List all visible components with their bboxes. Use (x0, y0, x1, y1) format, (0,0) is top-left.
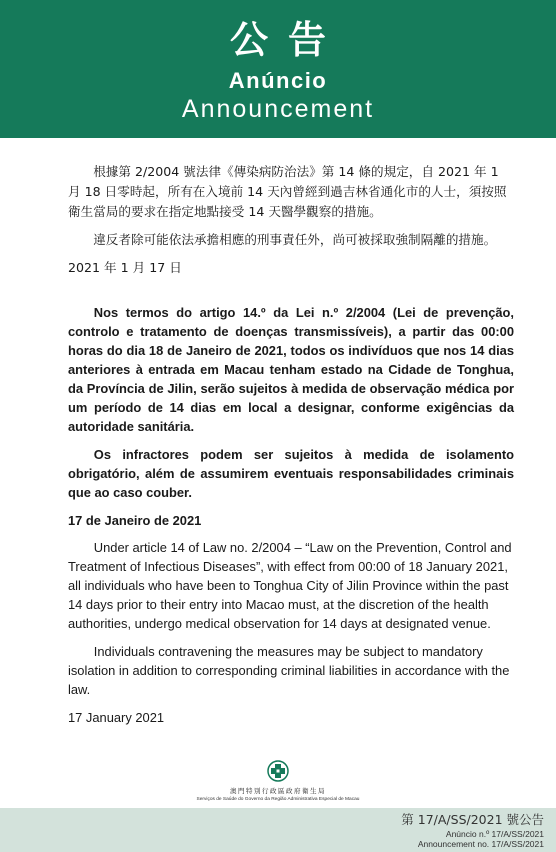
footer-bar (0, 808, 556, 852)
chinese-paragraph-1: 根據第 2/2004 號法律《傳染病防治法》第 14 條的規定，自 2021 年 1 月 18 日零時起，所有在入境前 14 天內曾經到過吉林省通化市的人士，須按照衛生當局的要求在指定地點接受 14 天醫學觀察的措施。 (68, 164, 507, 219)
reference-english: Announcement no. 17/A/SS/2021 (417, 839, 544, 849)
title-english: Announcement (181, 95, 375, 123)
reference-chinese: 第 17/A/SS/2021 號公告 (401, 812, 544, 827)
chinese-paragraph-2: 違反者除可能依法承擔相應的刑事責任外，尚可被採取強制隔離的措施。 (93, 232, 497, 247)
english-date: 17 January 2021 (68, 710, 165, 725)
title-portuguese: Anúncio (228, 68, 328, 93)
portuguese-paragraph-2: Os infractores podem ser sujeitos à medida de isolamento obrigatório, além de assumirem eventuais responsabilidades criminais que ao caso couber. (68, 447, 514, 500)
health-bureau-logo (0, 760, 556, 800)
english-paragraph-1: Under article 14 of Law no. 2/2004 – “Law on the Prevention, Control and Treatment of Infectious Diseases”, with effect from 00:00 of 18 January 2021, all individuals who have been to Tonghua City of Jilin Province within the past 14 days prior to their entry into Macao must, at the discretion of the health authorities, undergo medical observation for 14 days at designated venue. (68, 540, 512, 631)
chinese-section (68, 162, 514, 286)
organization-name-chinese: 澳門特別行政區政府衛生局 (230, 787, 326, 795)
portuguese-section (68, 303, 514, 539)
reference-portuguese: Anúncio n.º 17/A/SS/2021 (445, 829, 544, 839)
chinese-date: 2021 年 1 月 17 日 (68, 260, 182, 275)
portuguese-date: 17 de Janeiro de 2021 (68, 513, 202, 528)
announcement-header (0, 0, 556, 138)
english-section (68, 538, 514, 736)
title-chinese: 公告 (229, 18, 346, 62)
health-bureau-cross-icon (267, 760, 289, 782)
portuguese-paragraph-1: Nos termos do artigo 14.º da Lei n.º 2/2004 (Lei de prevenção, controlo e tratamento de doenças transmissíveis), a partir das 00:00 horas do dia 18 de Janeiro de 2021, todos os indivíduos que nos 14 dias anteriores à entrada em Macau tenham estado na Cidade de Tonghua, da Província de Jilin, serão sujeitos à medida de observação médica por um período de 14 dias em local a designar, conforme exigências da autoridade sanitária. (68, 305, 514, 434)
english-paragraph-2: Individuals contravening the measures may be subject to mandatory isolation in addition to corresponding criminal liabilities in accordance with the law. (68, 644, 510, 697)
organization-name-portuguese: Serviços de Saúde do Governo da Região Administrativa Especial de Macau (196, 797, 360, 802)
